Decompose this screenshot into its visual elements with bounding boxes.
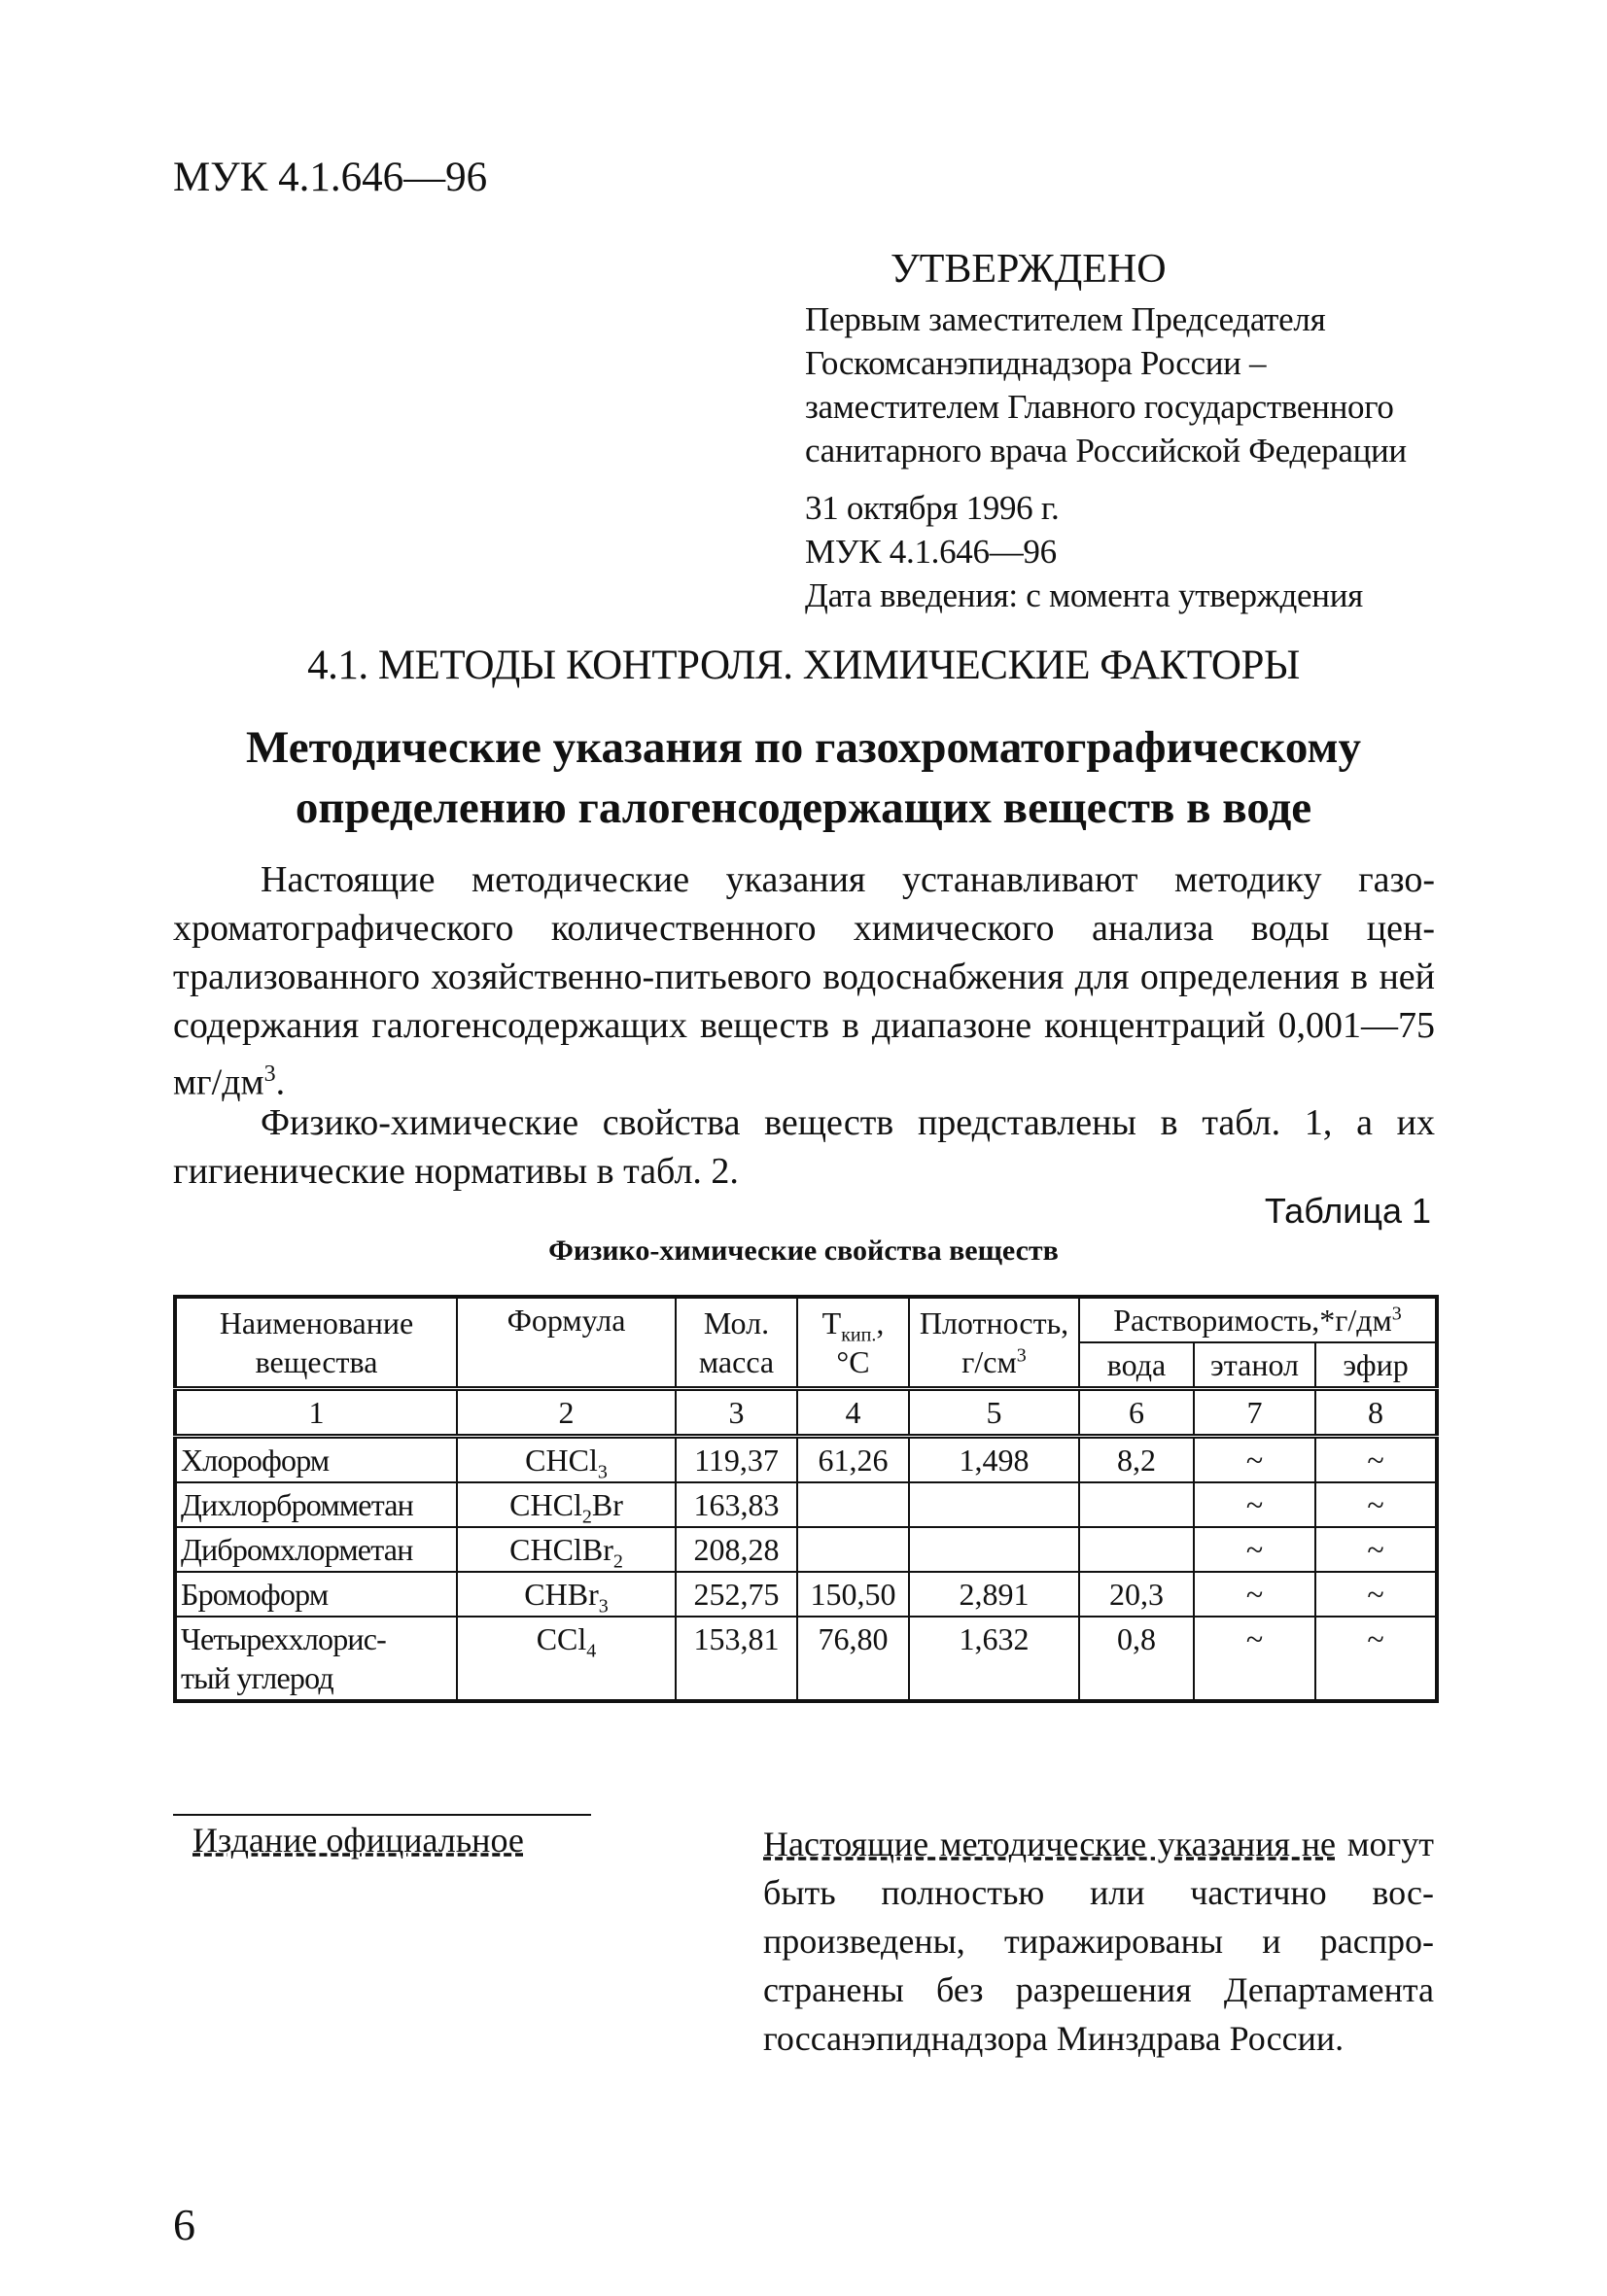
column-number: 5: [909, 1389, 1079, 1437]
main-title: [146, 717, 1461, 838]
section-title: 4.1. МЕТОДЫ КОНТРОЛЯ. ХИМИЧЕСКИЕ ФАКТОРЫ: [307, 643, 1300, 688]
cell-ethanol: ~: [1194, 1527, 1315, 1572]
properties-paragraph: Физико-химические свойства веществ представлены в табл. 1, а их гигиенические нормативы в табл. 2.: [173, 1102, 1435, 1192]
copyright-first-line: Настоящие методические указания не: [763, 1825, 1336, 1863]
intro-superscript: 3: [263, 1061, 276, 1087]
header-density: Плотность, $г/см^3$: [909, 1297, 1079, 1389]
cell-density: 2,891: [909, 1572, 1079, 1617]
table-row: [175, 1482, 1437, 1527]
cell-formula: CHBr$_3$: [457, 1572, 676, 1617]
approval-code: МУК 4.1.646—96: [805, 533, 1057, 571]
cell-mass: 163,83: [676, 1482, 797, 1527]
header-mol-mass: Мол. масса: [676, 1297, 797, 1389]
cell-water: [1079, 1482, 1194, 1527]
approval-line: санитарного врача Российской Федерации: [805, 432, 1407, 470]
column-number: 2: [457, 1389, 676, 1437]
header-boiling-temp: $Т_{кип.}$, °С: [797, 1297, 909, 1389]
approval-effective-date: Дата введения: с момента утверждения: [805, 576, 1363, 614]
approval-title: УТВЕРЖДЕНО: [891, 247, 1167, 292]
cell-name: Бромоформ: [175, 1572, 457, 1617]
cell-ether: ~: [1315, 1437, 1437, 1483]
table-caption: Физико-химические свойства веществ: [548, 1235, 1059, 1267]
cell-formula: CHCl$_2$Br: [457, 1482, 676, 1527]
column-number: 6: [1079, 1389, 1194, 1437]
cell-density: 1,632: [909, 1617, 1079, 1701]
header-formula: Формула: [457, 1297, 676, 1389]
cell-formula: CHClBr$_2$: [457, 1527, 676, 1572]
main-title-line: определению галогенсодержащих веществ в воде: [295, 783, 1312, 833]
table-row: [175, 1527, 1437, 1572]
column-number: 8: [1315, 1389, 1437, 1437]
header-name: Наименование вещества: [175, 1297, 457, 1389]
cell-ethanol: ~: [1194, 1437, 1315, 1483]
cell-ether: ~: [1315, 1527, 1437, 1572]
cell-density: [909, 1482, 1079, 1527]
cell-density: 1,498: [909, 1437, 1079, 1483]
column-number-row: [175, 1389, 1437, 1437]
properties-table: [173, 1295, 1439, 1703]
cell-tboil: [797, 1482, 909, 1527]
footer-divider: [173, 1814, 591, 1816]
official-edition-label: Издание официальное: [192, 1821, 524, 1860]
column-number: 3: [676, 1389, 797, 1437]
cell-tboil: 61,26: [797, 1437, 909, 1483]
cell-tboil: 150,50: [797, 1572, 909, 1617]
intro-end: .: [275, 1061, 286, 1103]
cell-mass: 119,37: [676, 1437, 797, 1483]
header-ethanol: этанол: [1194, 1342, 1315, 1389]
approval-date: 31 октября 1996 г.: [805, 489, 1060, 527]
cell-name: Хлороформ: [175, 1437, 457, 1483]
cell-ether: ~: [1315, 1572, 1437, 1617]
page-number: 6: [173, 2200, 195, 2249]
table-row: [175, 1572, 1437, 1617]
column-number: 4: [797, 1389, 909, 1437]
intro-paragraph: [173, 855, 1435, 1107]
column-number: 1: [175, 1389, 457, 1437]
table-header-row: [175, 1297, 1437, 1342]
approval-block: [805, 241, 1466, 617]
cell-water: 8,2: [1079, 1437, 1194, 1483]
cell-ether: ~: [1315, 1617, 1437, 1701]
cell-name: Четыреххлорис- тый углерод: [175, 1617, 457, 1701]
approval-line: Первым заместителем Председателя: [805, 300, 1326, 338]
header-water: вода: [1079, 1342, 1194, 1389]
cell-mass: 252,75: [676, 1572, 797, 1617]
approval-line: заместителем Главного государственного: [805, 388, 1394, 426]
cell-water: 20,3: [1079, 1572, 1194, 1617]
cell-mass: 153,81: [676, 1617, 797, 1701]
copyright-notice: [763, 1820, 1434, 2063]
cell-name: Дихлорбромметан: [175, 1482, 457, 1527]
intro-text: Настоящие методические указания устанавливают методику газохроматографического количественного химического анализа воды централизованного хозяйственно-питьевого водоснабжения для определения в ней содержания галогенсодержащих веществ в диапазоне концентраций 0,001—75 мг/дм: [173, 859, 1435, 1103]
cell-ether: ~: [1315, 1482, 1437, 1527]
cell-tboil: 76,80: [797, 1617, 909, 1701]
cell-water: [1079, 1527, 1194, 1572]
cell-formula: CHCl$_3$: [457, 1437, 676, 1483]
table-row: [175, 1617, 1437, 1701]
table-row: [175, 1437, 1437, 1483]
table-number: Таблица 1: [1264, 1191, 1431, 1231]
cell-water: 0,8: [1079, 1617, 1194, 1701]
header-solubility: $Растворимость,*г/дм^3$: [1079, 1297, 1437, 1342]
approval-line: Госкомсанэпиднадзора России –: [805, 344, 1267, 382]
main-title-line: Методические указания по газохроматографическому: [245, 722, 1361, 773]
cell-tboil: [797, 1527, 909, 1572]
document-code: МУК 4.1.646—96: [173, 155, 488, 200]
header-ether: эфир: [1315, 1342, 1437, 1389]
copyright-rest: могут быть полностью или частично воспроизведены, тиражированы и распространены без разрешения Департамента госсанэпиднадзора Минздрава России.: [763, 1825, 1435, 2058]
cell-ethanol: ~: [1194, 1482, 1315, 1527]
cell-name: Дибромхлорметан: [175, 1527, 457, 1572]
cell-mass: 208,28: [676, 1527, 797, 1572]
cell-formula: CCl$_4$: [457, 1617, 676, 1701]
column-number: 7: [1194, 1389, 1315, 1437]
cell-ethanol: ~: [1194, 1572, 1315, 1617]
cell-ethanol: ~: [1194, 1617, 1315, 1701]
cell-density: [909, 1527, 1079, 1572]
